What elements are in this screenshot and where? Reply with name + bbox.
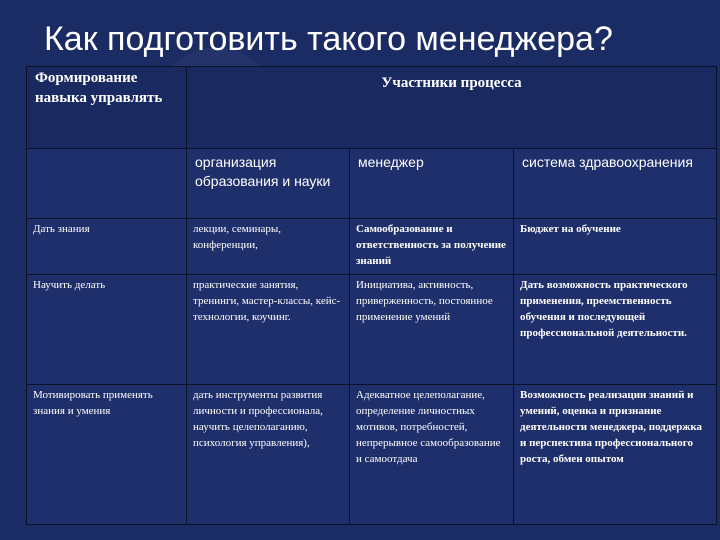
row-cell-organization: дать инструменты развития личности и профессионала, научить целеполаганию, психология управления), — [187, 385, 350, 525]
row-cell-health-system: Бюджет на обучение — [514, 219, 717, 275]
row-cell-organization: лекции, семинары, конференции, — [187, 219, 350, 275]
row-label: Дать знания — [27, 219, 187, 275]
row-cell-health-system: Дать возможность практического применения, преемственность обучения и последующей профессиональной деятельности. — [514, 275, 717, 385]
table-row — [27, 385, 717, 525]
subheader-organization: организация образования и науки — [187, 149, 350, 219]
table-header-row — [27, 67, 717, 149]
row-cell-manager: Адекватное целеполагание, определение личностных мотивов, потребностей, непрерывное самообразование и самоотдача — [350, 385, 514, 525]
subheader-empty — [27, 149, 187, 219]
row-cell-organization: практические занятия, тренинги, мастер-классы, кейс-технологии, коучинг. — [187, 275, 350, 385]
row-cell-manager: Самообразование и ответственность за получение знаний — [350, 219, 514, 275]
row-label: Мотивировать применять знания и умения — [27, 385, 187, 525]
slide-title: Как подготовить такого менеджера? — [44, 20, 613, 58]
row-cell-health-system: Возможность реализации знаний и умений, оценка и признание деятельности менеджера, поддержка и перспектива профессионального роста, обмен опытом — [514, 385, 717, 525]
row-cell-manager: Инициатива, активность, приверженность, постоянное применение умений — [350, 275, 514, 385]
table-subheader-row — [27, 149, 717, 219]
subheader-health-system: система здравоохранения — [514, 149, 717, 219]
row-label: Научить делать — [27, 275, 187, 385]
table-row — [27, 275, 717, 385]
participants-table — [26, 66, 717, 525]
header-participants: Участники процесса — [187, 67, 717, 149]
table-row — [27, 219, 717, 275]
header-skill: Формирование навыка управлять — [27, 67, 187, 149]
subheader-manager: менеджер — [350, 149, 514, 219]
